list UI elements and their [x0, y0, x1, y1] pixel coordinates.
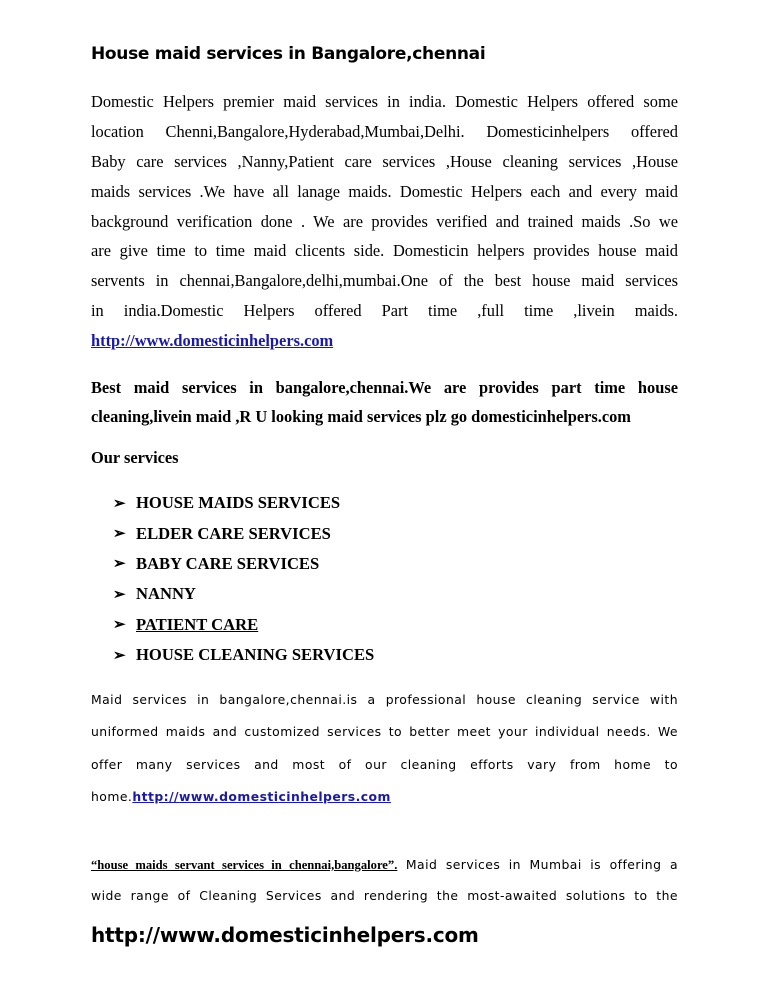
intro-line: location Chenni,Bangalore,Hyderabad,Mumbai,Delhi. Domesticinhelpers offered [91, 121, 678, 141]
description-line: Maid services in bangalore,chennai.is a professional house cleaning service with [91, 692, 678, 707]
description-line: offer many services and most of our cleaning efforts vary from home to [91, 756, 678, 772]
service-item [113, 640, 374, 670]
description-paragraph [91, 684, 678, 814]
service-item [113, 518, 374, 548]
service-item [113, 610, 374, 640]
service-item [113, 488, 374, 518]
arrow-bullet-icon: ➢ [113, 526, 126, 543]
arrow-bullet-icon: ➢ [113, 586, 126, 603]
intro-line: are give time to time maid clicents side. Domesticin helpers provides house maid [91, 241, 678, 261]
mumbai-paragraph [91, 850, 678, 911]
service-label: BABY CARE SERVICES [136, 553, 320, 573]
arrow-bullet-icon: ➢ [113, 647, 126, 664]
website-link[interactable]: http://www.domesticinhelpers.com [132, 789, 391, 805]
services-list [113, 488, 374, 670]
promo-line: cleaning,livein maid ,R U looking maid services plz go domesticinhelpers.com [91, 407, 631, 426]
arrow-bullet-icon: ➢ [113, 556, 126, 573]
footer-website-link[interactable]: http://www.domesticinhelpers.com [91, 923, 479, 947]
intro-line: maids services .We have all lanage maids. Domestic Helpers each and every maid [91, 181, 678, 201]
service-label: HOUSE CLEANING SERVICES [136, 645, 375, 665]
intro-line: servents in chennai,Bangalore,delhi,mumbai.One of the best house maid services [91, 271, 678, 291]
website-link[interactable]: http://www.domesticinhelpers.com [91, 331, 334, 351]
services-heading: Our services [91, 448, 179, 467]
document-title: House maid services in Bangalore,chennai [91, 44, 486, 64]
arrow-bullet-icon: ➢ [113, 617, 126, 634]
service-label: NANNY [136, 584, 196, 604]
mumbai-line-rest: Maid services in Mumbai is offering a [397, 857, 678, 872]
service-label: ELDER CARE SERVICES [136, 523, 331, 543]
intro-paragraph [91, 87, 678, 356]
mumbai-line [91, 850, 678, 881]
description-line: uniformed maids and customized services to better meet your individual needs. We [91, 724, 678, 740]
quote-text: “house maids servant services in chennai,bangalore”. [91, 858, 398, 872]
arrow-bullet-icon: ➢ [113, 495, 126, 512]
mumbai-line: wide range of Cleaning Services and rendering the most-awaited solutions to the [91, 887, 678, 903]
description-line [91, 781, 678, 813]
service-item [113, 579, 374, 609]
promo-paragraph [91, 373, 678, 431]
intro-link-line [91, 326, 678, 356]
intro-line: Baby care services ,Nanny,Patient care services ,House cleaning services ,House [91, 151, 678, 171]
intro-line: in india.Domestic Helpers offered Part time ,full time ,livein maids. [91, 301, 678, 321]
intro-line: background verification done . We are provides verified and trained maids .So we [91, 211, 678, 231]
description-prefix: home. [91, 789, 133, 805]
service-label: HOUSE MAIDS SERVICES [136, 493, 341, 513]
service-item [113, 549, 374, 579]
service-label-link[interactable]: PATIENT CARE [136, 614, 259, 634]
promo-line: Best maid services in bangalore,chennai.We are provides part time house [91, 378, 678, 397]
intro-line: Domestic Helpers premier maid services in india. Domestic Helpers offered some [91, 92, 678, 111]
